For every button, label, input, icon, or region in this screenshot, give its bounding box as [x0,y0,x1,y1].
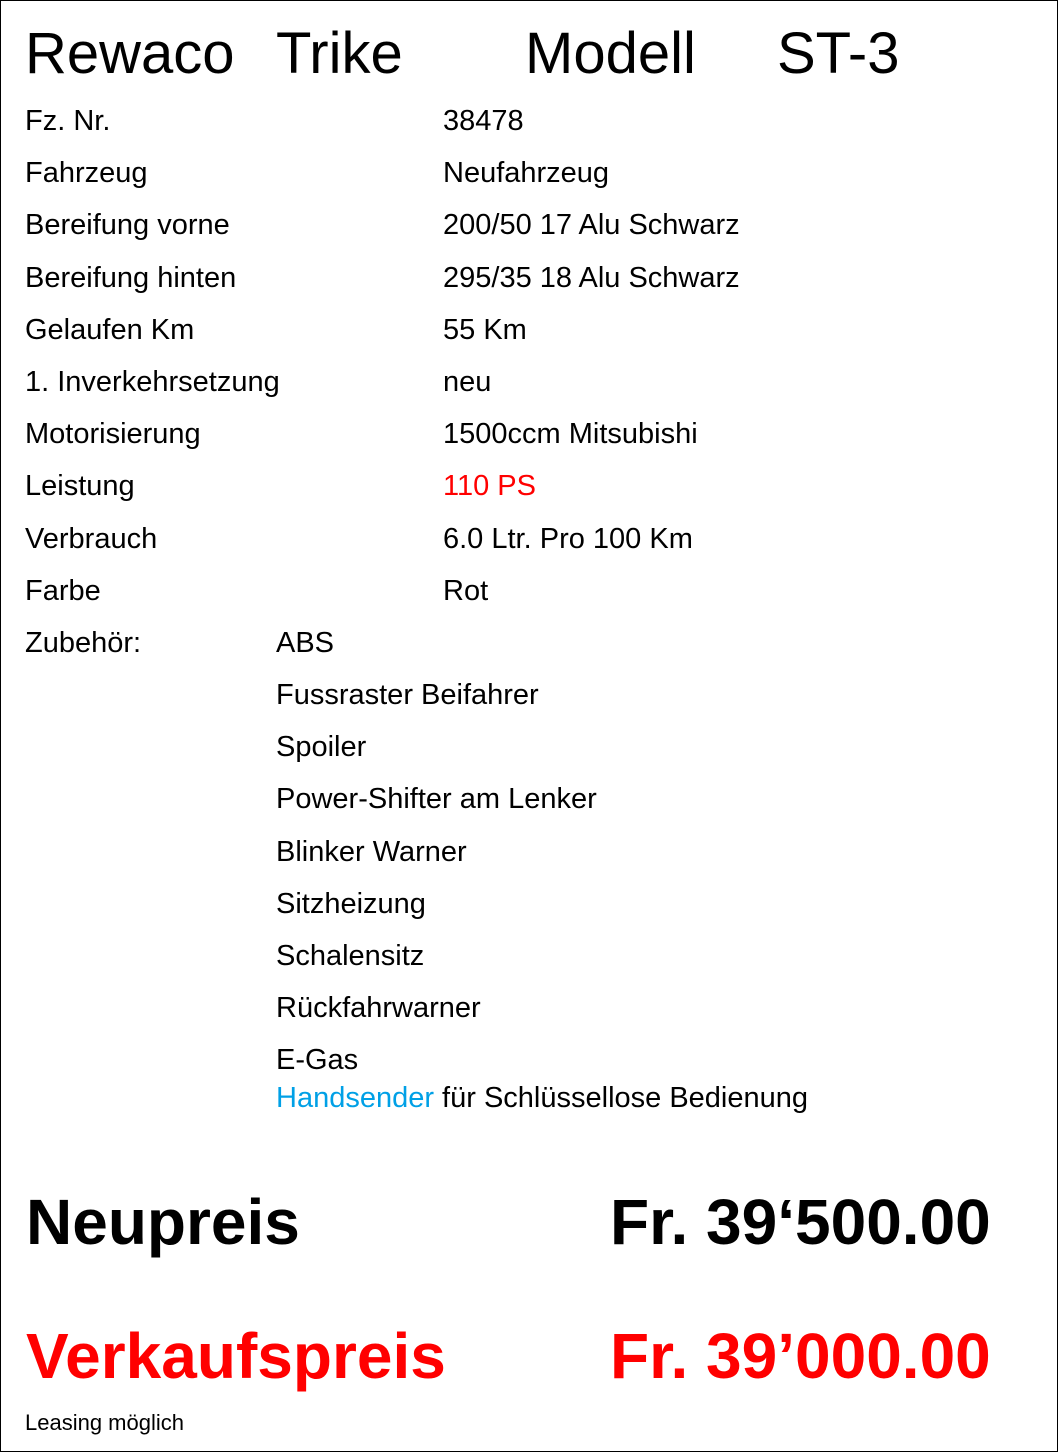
accessory-item-handsender [276,1081,808,1115]
handsender-highlight: Handsender [276,1082,434,1114]
spec-value-verbrauch: 6.0 Ltr. Pro 100 Km [443,523,693,555]
title-model: ST-3 [777,21,900,86]
leasing-note: Leasing möglich [25,1410,184,1435]
title-brand: Rewaco [25,21,235,86]
spec-label-leistung: Leistung [25,470,135,502]
accessory-item: Blinker Warner [276,836,467,868]
sale-price-label: Verkaufspreis [26,1320,446,1392]
new-price-value: Fr. 39‘500.00 [610,1186,991,1258]
accessories-label: Zubehör: [25,627,142,659]
accessory-item: E-Gas [276,1044,359,1076]
spec-value-farbe: Rot [443,575,489,607]
accessory-item: Schalensitz [276,940,425,972]
spec-label-inverkehrsetzung: 1. Inverkehrsetzung [25,366,280,398]
spec-value-fahrzeug: Neufahrzeug [443,157,610,189]
accessory-item: Rückfahrwarner [276,992,481,1024]
spec-value-fz-nr: 38478 [443,105,524,137]
spec-label-bereifung-hinten: Bereifung hinten [25,262,237,294]
spec-label-farbe: Farbe [25,575,101,607]
title-model-label: Modell [525,21,696,86]
spec-value-motorisierung: 1500ccm Mitsubishi [443,418,698,450]
spec-label-verbrauch: Verbrauch [25,523,158,555]
spec-value-inverkehrsetzung: neu [443,366,492,398]
spec-value-leistung: 110 PS [443,470,536,502]
accessory-item: Spoiler [276,731,367,763]
handsender-rest: für Schlüssellose Bedienung [434,1082,809,1114]
accessory-item: ABS [276,627,335,659]
spec-value-gelaufen-km: 55 Km [443,314,527,346]
accessory-item: Power-Shifter am Lenker [276,783,597,815]
sale-price-value: Fr. 39’000.00 [610,1320,991,1392]
spec-label-bereifung-vorne: Bereifung vorne [25,209,230,241]
spec-value-bereifung-vorne: 200/50 17 Alu Schwarz [443,209,740,241]
spec-label-fz-nr: Fz. Nr. [25,105,111,137]
title-product: Trike [276,21,403,86]
new-price-label: Neupreis [26,1186,300,1258]
accessory-item: Sitzheizung [276,888,426,920]
spec-label-motorisierung: Motorisierung [25,418,201,450]
accessory-item: Fussraster Beifahrer [276,679,539,711]
spec-value-bereifung-hinten: 295/35 18 Alu Schwarz [443,262,740,294]
spec-label-fahrzeug: Fahrzeug [25,157,148,189]
spec-label-gelaufen-km: Gelaufen Km [25,314,195,346]
